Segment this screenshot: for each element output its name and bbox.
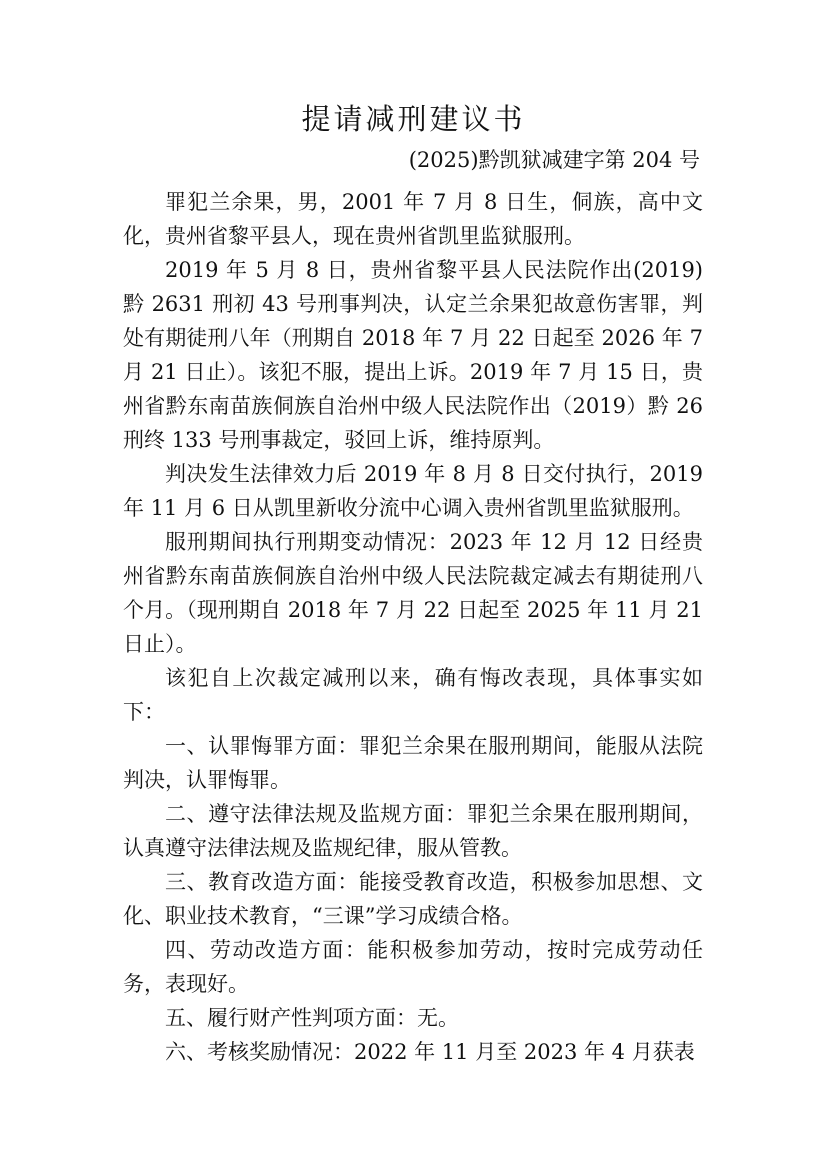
paragraph-sentence-change: 服刑期间执行刑期变动情况：2023 年 12 月 12 日经贵州省黔东南苗族侗族自治州中级人民法院裁定减去有期徒刑八个月。（现刑期自 2018 年 7 月 22 日起至 2025 年 11 月 21 日止）。 <box>123 530 703 656</box>
document-number: (2025)黔凯狱减建字第 204 号 <box>408 148 700 172</box>
paragraph-education: 三、教育改造方面：能接受教育改造，积极参加思想、文化、职业技术教育，“三课”学习成绩合格。 <box>123 870 703 928</box>
paragraph-labor: 四、劳动改造方面：能积极参加劳动，按时完成劳动任务，表现好。 <box>123 938 703 996</box>
paragraph-discipline: 二、遵守法律法规及监规方面：罪犯兰余果在服刑期间，认真遵守法律法规及监规纪律，服从管教。 <box>123 802 703 860</box>
paragraph-plea: 一、认罪悔罪方面：罪犯兰余果在服刑期间，能服从法院判决，认罪悔罪。 <box>123 734 703 792</box>
paragraph-repentance-intro: 该犯自上次裁定减刑以来，确有悔改表现，具体事实如下： <box>123 666 703 724</box>
document-title: 提请减刑建议书 <box>301 102 526 136</box>
paragraph-rewards: 六、考核奖励情况：2022 年 11 月至 2023 年 4 月获表 <box>165 1040 695 1064</box>
paragraph-criminal-info: 罪犯兰余果，男，2001 年 7 月 8 日生，侗族，高中文化，贵州省黎平县人，现在贵州省凯里监狱服刑。 <box>123 190 703 248</box>
paragraph-property: 五、履行财产性判项方面：无。 <box>165 1006 459 1030</box>
document-body <box>123 185 703 1069</box>
paragraph-execution: 判决发生法律效力后 2019 年 8 月 8 日交付执行，2019 年 11 月 6 日从凯里新收分流中心调入贵州省凯里监狱服刑。 <box>123 462 703 520</box>
paragraph-original-judgment: 2019 年 5 月 8 日，贵州省黎平县人民法院作出(2019)黔 2631 刑初 43 号刑事判决，认定兰余果犯故意伤害罪，判处有期徒刑八年（刑期自 2018 年 7 月 22 日起至 2026 年 7 月 21 日止）。该犯不服，提出上诉。2019 年 7 月 15 日，贵州省黔东南苗族侗族自治州中级人民法院作出（2019）黔 26 刑终 133 号刑事裁定，驳回上诉，维持原判。 <box>123 258 703 452</box>
